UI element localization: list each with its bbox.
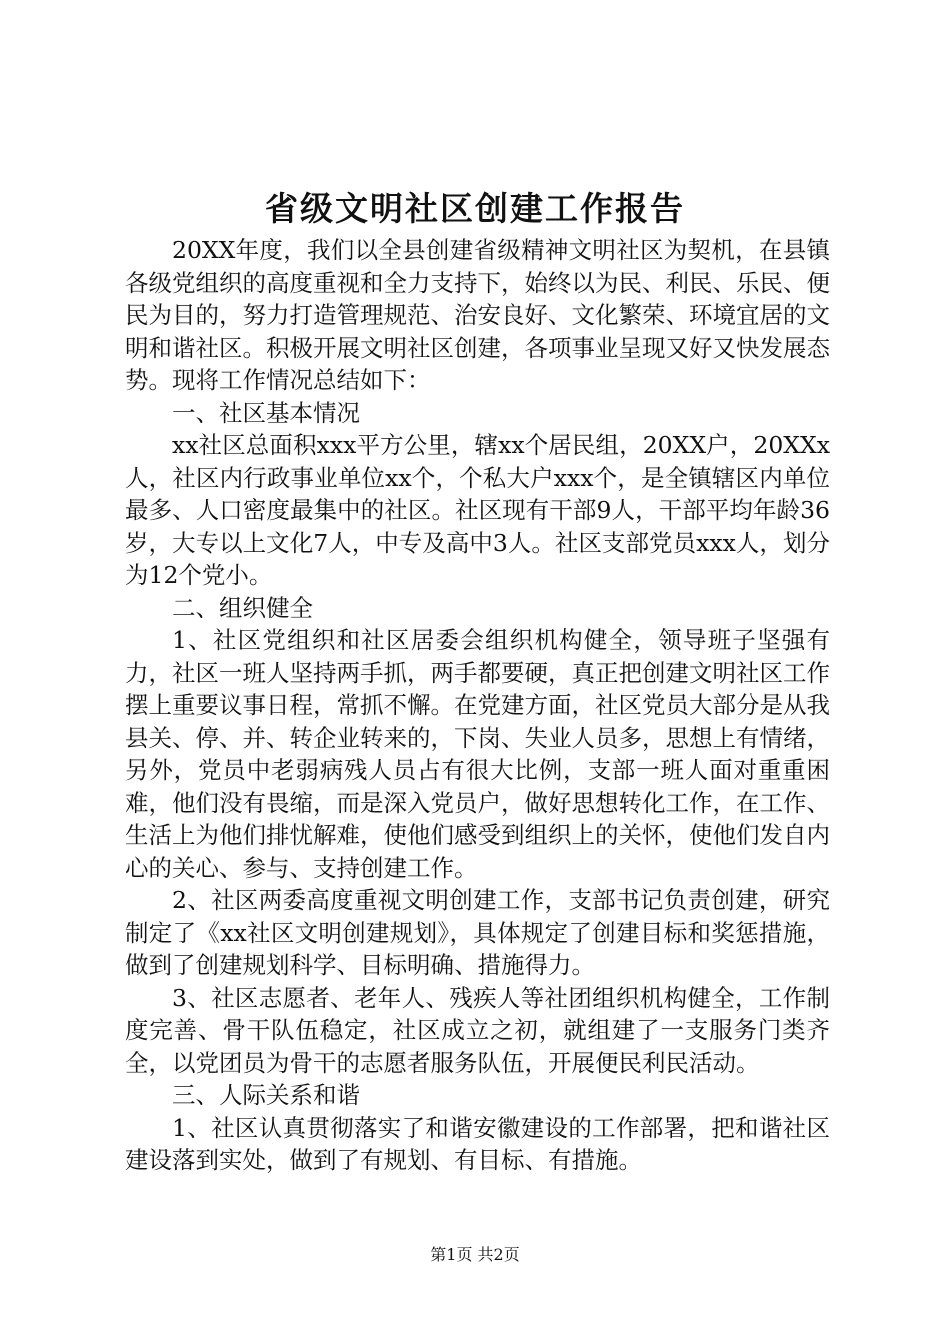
organization-paragraph-2: 2、社区两委高度重视文明创建工作，支部书记负责创建，研究制定了《xx社区文明创建规划》，具体规定了创建目标和奖惩措施，做到了创建规划科学、目标明确、措施得力。 — [125, 886, 830, 979]
relations-paragraph-1: 1、社区认真贯彻落实了和谐安徽建设的工作部署，把和谐社区建设落到实处，做到了有规划、有目标、有措施。 — [125, 1113, 830, 1174]
section-heading-relations: 三、人际关系和谐 — [172, 1081, 360, 1109]
page-footer: 第1页 共2页 — [430, 1245, 520, 1264]
basic-info-paragraph: xx社区总面积xxx平方公里，辖xx个居民组，20XX户，20XXx人，社区内行政事业单位xx个，个私大户xxx个，是全镇辖区内单位最多、人口密度最集中的社区。社区现有干部9人，干部平均年龄36岁，大专以上文化7人，中专及高中3人。社区支部党员xxx人，划分为12个党小。 — [125, 431, 830, 589]
document-body — [125, 234, 830, 1177]
section-heading-organization: 二、组织健全 — [172, 593, 313, 622]
intro-paragraph: 20XX年度，我们以全县创建省级精神文明社区为契机，在县镇各级党组织的高度重视和全力支持下，始终以为民、利民、乐民、便民为目的，努力打造管理规范、治安良好、文化繁荣、环境宜居的文明和谐社区。积极开展文明社区创建，各项事业呈现又好又快发展态势。现将工作情况总结如下： — [125, 236, 830, 394]
organization-paragraph-3: 3、社区志愿者、老年人、残疾人等社团组织机构健全，工作制度完善、骨干队伍稳定，社区成立之初，就组建了一支服务门类齐全，以党团员为骨干的志愿者服务队伍，开展便民利民活动。 — [125, 983, 830, 1077]
document-title: 省级文明社区创建工作报告 — [265, 189, 685, 228]
section-heading-basic-info: 一、社区基本情况 — [172, 398, 360, 427]
organization-paragraph-1: 1、社区党组织和社区居委会组织机构健全，领导班子坚强有力，社区一班人坚持两手抓，两手都要硬，真正把创建文明社区工作摆上重要议事日程，常抓不懈。在党建方面，社区党员大部分是从我县关、停、并、转企业转来的，下岗、失业人员多，思想上有情绪，另外，党员中老弱病残人员占有很大比例，支部一班人面对重重困难，他们没有畏缩，而是深入党员户，做好思想转化工作，在工作、生活上为他们排忧解难，使他们感受到组织上的关怀，使他们发自内心的关心、参与、支持创建工作。 — [125, 626, 830, 882]
